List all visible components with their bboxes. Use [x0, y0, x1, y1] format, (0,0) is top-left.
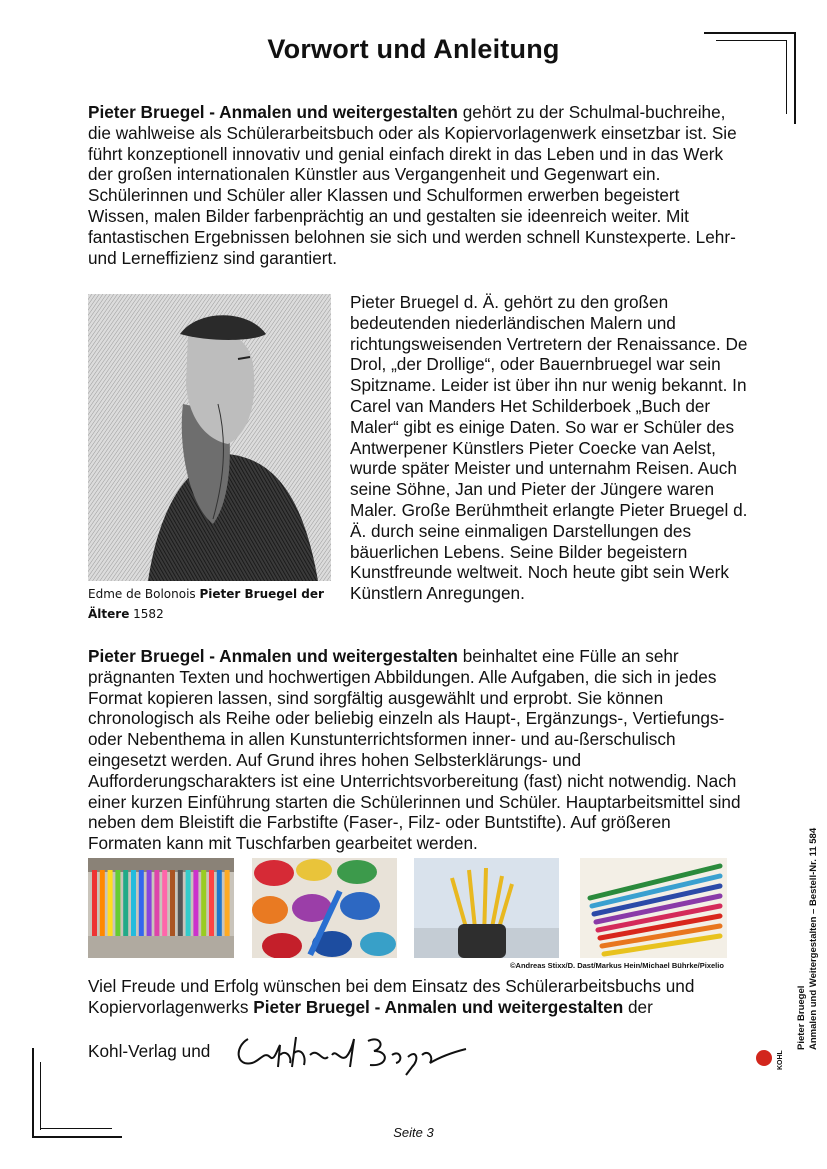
closing-tail: der [623, 996, 653, 1017]
felt-pen [178, 870, 183, 940]
closing-paragraph [88, 976, 748, 1018]
felt-pen [100, 870, 105, 940]
felt-pen [170, 870, 175, 940]
side-subtitle: Anmalen und Weitergestalten – Bestell-Nr. 11 584 [808, 827, 819, 1050]
felt-pen [139, 870, 144, 940]
felt-pen [186, 870, 191, 940]
photo-credit: ©Andreas Stixx/D. Dast/Markus Hein/Michael Bührke/Pixelio [510, 961, 724, 970]
logo-text: KOHL [777, 1050, 784, 1070]
contents-paragraph [88, 646, 743, 854]
side-title: Pieter Bruegel [796, 985, 807, 1050]
intro-book-title: Pieter Bruegel - Anmalen und weitergestalten [88, 102, 458, 122]
side-imprint [796, 828, 820, 1050]
caption-year: 1582 [129, 607, 164, 621]
felt-pen [193, 870, 198, 940]
felt-pens-photo [88, 858, 234, 958]
felt-pen [217, 870, 222, 940]
felt-pen [201, 870, 206, 940]
contents-book-title: Pieter Bruegel - Anmalen und weitergestalten [88, 646, 458, 666]
felt-pen [108, 870, 113, 940]
felt-pen [123, 870, 128, 940]
felt-pen [162, 870, 167, 940]
kohl-verlag-logo [752, 1022, 792, 1072]
closing-book-title: Pieter Bruegel - Anmalen und weitergestalten [253, 996, 624, 1017]
felt-pen [131, 870, 136, 940]
intro-text: gehört zu der Schulmal-buchreihe, die wahlweise als Schülerarbeitsbuch oder als Kopiervorlagenwerk einsetzbar ist. Sie führt konzeptionell innovativ und genial einfach direkt in das Leben und in das Werk der großen internationalen Künstler aus Vergangenheit und Gegenwart ein. Schülerinnen und Schüler aller Klassen und Schulformen erwerben begeistert Wissen, malen Bilder farbenprächtig an und gestalten sie ideenreich weiter. Mit fantastischen Ergebnissen belohnen sie sich und werden schnell Kunstexperte. Lehr- und Lerneffizienz sind garantiert. [88, 102, 737, 268]
felt-pen [115, 870, 120, 940]
signature-prefix: Kohl-Verlag und [88, 1041, 211, 1061]
felt-pen [209, 870, 214, 940]
page-number: Seite 3 [393, 1125, 434, 1140]
watercolor-paints-photo [252, 858, 397, 958]
portrait-caption [88, 584, 348, 624]
contents-text: beinhaltet eine Fülle an sehr prägnanten Texten und hochwertigen Abbildungen. Alle Aufgaben, die sich in jedes Format kopieren lassen, sind sorgfältig ausgewählt und erprobt. Sie können chronologisch als Reihe oder beliebig einzeln als Haupt-, Ergänzungs-, Vertiefungs- oder Nebenthema in allen Kunstunterrichtsformen inner- und au-ßerschulisch eingesetzt werden. Auf Grund ihres hohen Selbsterklärungs- und Aufforderungscharakters ist eine Unterrichtsvorbereitung (fast) nicht notwendig. Nach einer kurzen Einführung starten die Schülerinnen und Schüler. Hauptarbeitsmittel sind neben dem Bleistift die Farbstifte (Faser-, Filz- oder Buntstifte). Auf größeren Formaten kann mit Tuschfarben gearbeitet werden. [88, 646, 741, 854]
bruegel-portrait-image [88, 294, 331, 581]
felt-pen [154, 870, 159, 940]
colored-pencils-photo [580, 858, 727, 958]
caption-artist: Edme de Bolonois [88, 587, 200, 601]
felt-pen [92, 870, 97, 940]
caption-title: Pieter Bruegel der Ältere [88, 587, 324, 621]
frame-bottom-left-vertical-inner [40, 1062, 41, 1130]
handwritten-signature [230, 1027, 470, 1077]
closing-text: Viel Freude und Erfolg wünschen bei dem Einsatz des Schülerarbeitsbuchs und Kopiervorlagenwerks [88, 976, 695, 1017]
pencils-cup-photo [414, 858, 559, 958]
biography-paragraph: Pieter Bruegel d. Ä. gehört zu den großen bedeutenden niederländischen Malern und richtungsweisenden Vertretern der Renaissance. De Drol, „der Drollige“, oder Bauernbruegel war sein Spitzname. Leider ist über ihn nur wenig bekannt. In Carel van Manders Het Schilderboek „Buch der Maler“ gibt es einige Daten. So war er Schüler des Antwerpener Künstlers Pieter Coecke van Aelst, wurde später Meister und unternahm Reisen. Auch seine Söhne, Jan und Pieter der Jüngere waren Maler. Große Berühmtheit erlangte Pieter Bruegel d. Ä. durch seine einmaligen Darstellungen des bäuerlichen Lebens. Seine Bilder begeistern Kunstfreunde weltweit. Noch heute gibt sein Werk Künstlern Anregungen. [350, 292, 748, 604]
page-title: Vorwort und Anleitung [267, 34, 560, 64]
felt-pen [147, 870, 152, 940]
intro-paragraph [88, 102, 743, 268]
felt-pen [225, 870, 230, 940]
